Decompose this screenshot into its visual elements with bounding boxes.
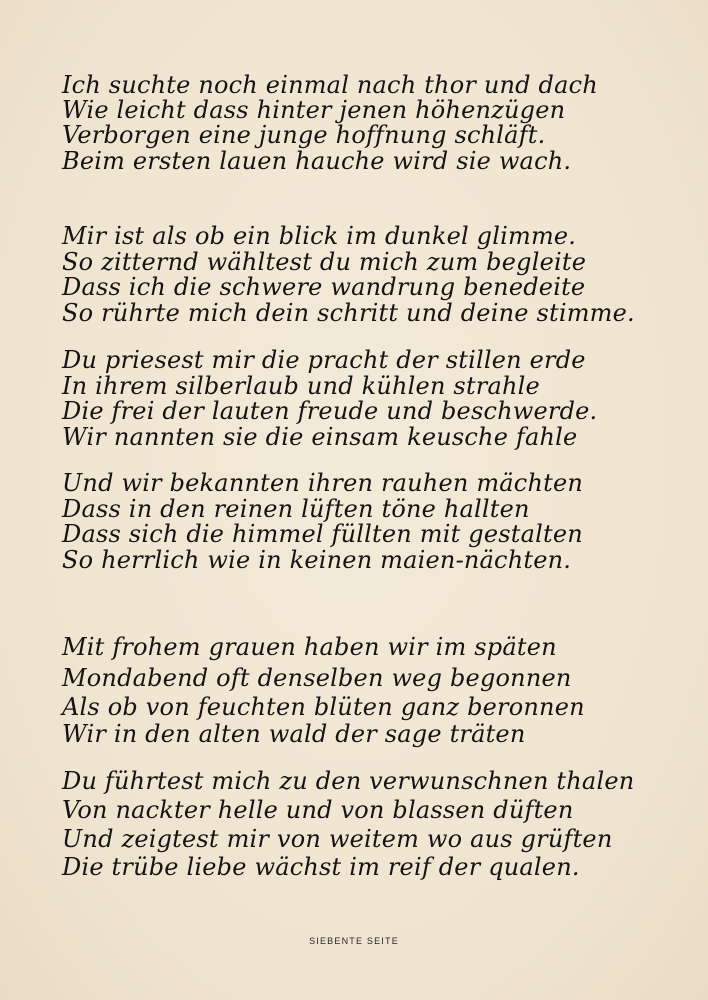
stanza-5-line-4: Wir in den alten wald der sage träten xyxy=(62,720,526,748)
page-number-label: SIEBENTE SEITE xyxy=(309,936,399,946)
stanza-6-line-2: Von nackter helle und von blassen düften xyxy=(62,796,574,824)
stanza-4-line-1: Und wir bekannten ihren rauhen mächten xyxy=(62,469,584,497)
stanza-5-line-1: Mit frohem grauen haben wir im späten xyxy=(62,633,557,661)
stanza-5-line-2: Mondabend oft denselben weg begonnen xyxy=(62,664,572,692)
stanza-3-line-4: Wir nannten sie die einsam keusche fahle xyxy=(62,423,578,451)
stanza-6-line-4: Die trübe liebe wächst im reif der qualen. xyxy=(62,853,580,881)
stanza-1-line-2: Wie leicht dass hinter jenen höhenzügen xyxy=(62,96,566,124)
stanza-1-line-4: Beim ersten lauen hauche wird sie wach. xyxy=(62,147,572,175)
stanza-6-line-3: Und zeigtest mir von weitem wo aus grüften xyxy=(62,825,613,853)
stanza-2-line-2: So zitternd wähltest du mich zum begleite xyxy=(62,248,587,276)
stanza-4-line-2: Dass in den reinen lüften töne hallten xyxy=(62,495,530,523)
stanza-1-line-3: Verborgen eine junge hoffnung schläft. xyxy=(62,121,546,149)
stanza-1-line-1: Ich suchte noch einmal nach thor und dach xyxy=(62,71,598,99)
stanza-2-line-4: So rührte mich dein schritt und deine stimme. xyxy=(62,299,635,327)
stanza-3-line-3: Die frei der lauten freude und beschwerde. xyxy=(62,397,598,425)
stanza-4-line-3: Dass sich die himmel füllten mit gestalten xyxy=(62,520,583,548)
stanza-3-line-1: Du priesest mir die pracht der stillen erde xyxy=(62,346,586,374)
stanza-4-line-4: So herrlich wie in keinen maien-nächten. xyxy=(62,546,572,574)
stanza-5-line-3: Als ob von feuchten blüten ganz beronnen xyxy=(62,693,585,721)
stanza-2-line-1: Mir ist als ob ein blick im dunkel glimme. xyxy=(62,222,577,250)
stanza-2-line-3: Dass ich die schwere wandrung benedeite xyxy=(62,273,586,301)
stanza-3-line-2: In ihrem silberlaub und kühlen strahle xyxy=(62,372,540,400)
stanza-6-line-1: Du führtest mich zu den verwunschnen thalen xyxy=(62,767,635,795)
